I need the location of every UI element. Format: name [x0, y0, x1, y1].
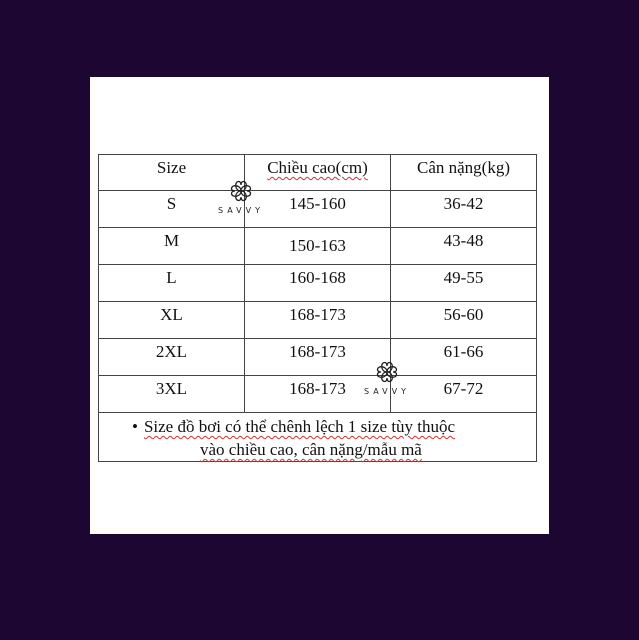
height-cell: 168-173 [245, 339, 391, 376]
savvy-logo [355, 360, 419, 400]
size-cell: L [99, 265, 245, 302]
savvy-wordmark: SAVVY [217, 206, 265, 215]
header-height-text: Chiều cao(cm) [267, 158, 368, 177]
weight-cell: 61-66 [391, 339, 537, 376]
size-cell: M [99, 228, 245, 265]
clover-icon [375, 360, 399, 386]
weight-cell: 49-55 [391, 265, 537, 302]
size-cell: 3XL [99, 376, 245, 413]
note-row [99, 413, 537, 462]
weight-cell: 67-72 [391, 376, 537, 413]
table-row [99, 191, 537, 228]
note-text-2: vào chiều cao, cân nặng/mẫu mã [200, 440, 422, 459]
height-cell: 160-168 [245, 265, 391, 302]
table-row [99, 228, 537, 265]
size-cell: XL [99, 302, 245, 339]
table-row [99, 339, 537, 376]
height-cell: 145-160 [245, 191, 391, 228]
bullet-icon: • [132, 417, 138, 436]
table-header-row [99, 155, 537, 191]
weight-cell: 36-42 [391, 191, 537, 228]
weight-cell: 56-60 [391, 302, 537, 339]
header-weight: Cân nặng(kg) [391, 155, 537, 191]
savvy-wordmark: SAVVY [363, 387, 411, 396]
note-line-2 [99, 438, 536, 461]
size-chart-page [90, 77, 549, 534]
header-size: Size [99, 155, 245, 191]
height-cell: 168-173 [245, 302, 391, 339]
table-row [99, 376, 537, 413]
clover-icon [229, 179, 253, 205]
note-text-1: Size đồ bơi có thể chênh lệch 1 size tùy thuộc [143, 417, 456, 436]
weight-cell: 43-48 [391, 228, 537, 265]
note-cell [99, 413, 537, 462]
note-line-1 [99, 415, 536, 438]
size-cell: 2XL [99, 339, 245, 376]
size-table [98, 154, 537, 462]
height-cell: 150-163 [245, 228, 391, 265]
table-row [99, 265, 537, 302]
savvy-logo [209, 179, 273, 219]
table-row [99, 302, 537, 339]
size-cell: S [99, 191, 245, 228]
height-cell: 168-173 [245, 376, 391, 413]
